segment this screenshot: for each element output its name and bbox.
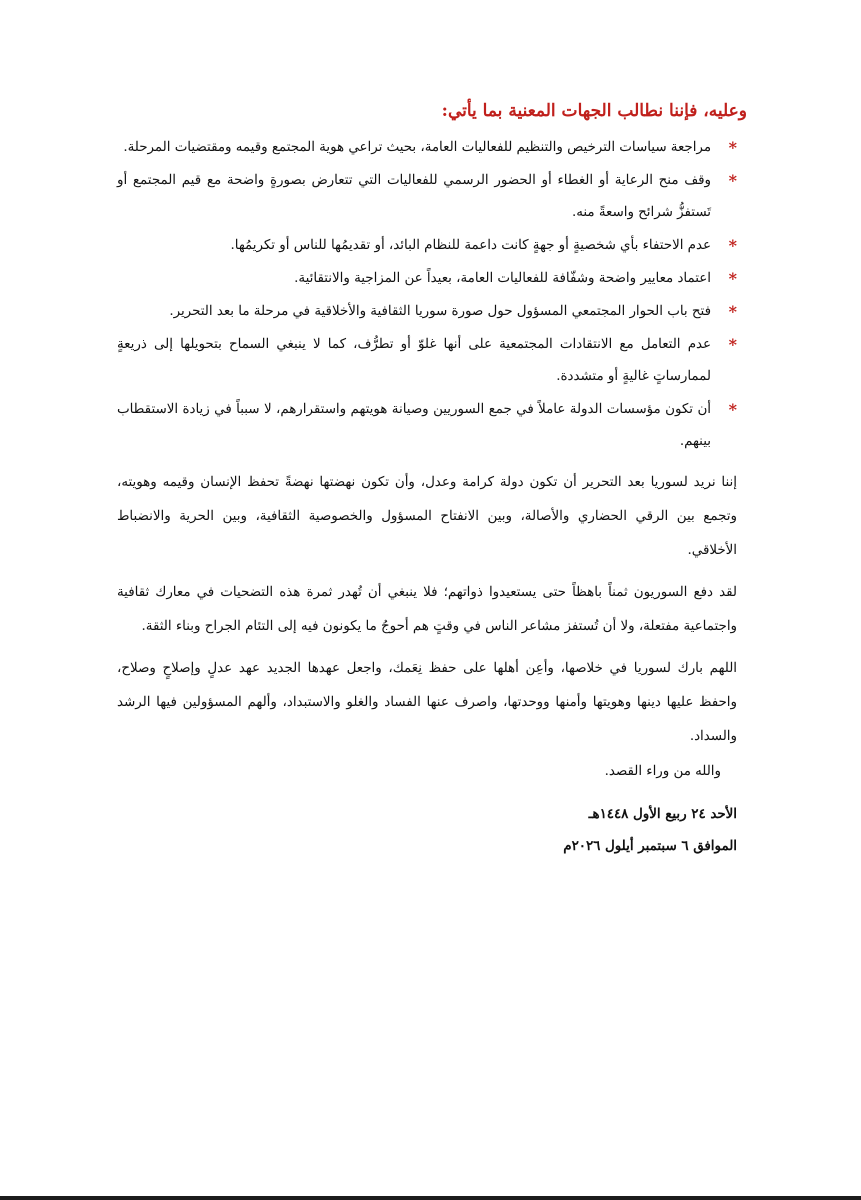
asterisk-icon: * <box>728 302 737 321</box>
hijri-date: الأحد ٢٤ ربيع الأول ١٤٤٨هـ <box>588 806 737 822</box>
sacrifice-paragraph: لقد دفع السوريون ثمناً باهظاً حتى يستعيدوا ذواتهم؛ فلا ينبغي أن تُهدر ثمرة هذه التضحيات في معارك ثقافية واجتماعية مفتعلة، ولا أن تُستفز مشاعر الناس في وقتٍ هم أحوجُ ما يكونون فيه إلى التئام الجراح وبناء الثقة. <box>117 585 737 634</box>
list-item <box>117 296 737 328</box>
list-item-text: مراجعة سياسات الترخيص والتنظيم للفعاليات العامة، بحيث تراعي هوية المجتمع وقيمه ومقتضيات المرحلة. <box>123 140 711 155</box>
list-item <box>117 230 737 262</box>
demands-list <box>117 132 737 458</box>
asterisk-icon: * <box>728 400 737 419</box>
asterisk-icon: * <box>728 269 737 288</box>
list-item <box>117 132 737 164</box>
list-item <box>117 394 737 458</box>
list-item <box>117 165 737 229</box>
asterisk-icon: * <box>728 171 737 190</box>
prayer-paragraph: اللهم بارك لسوريا في خلاصها، وأعِن أهلها على حفظ نِعَمك، واجعل عهدها الجديد عهد عدلٍ وإصلاحٍ وصلاح، واحفظ عليها دينها وهويتها وأمنها ووحدتها، واصرف عنها الفساد والغلو والاستبداد، وألهم المسؤولين فيها الرشد والسداد. <box>117 661 737 744</box>
list-item-text: عدم الاحتفاء بأي شخصيةٍ أو جهةٍ كانت داعمة للنظام البائد، أو تقديمُها للناس أو تكريمُها. <box>230 238 711 253</box>
list-item-text: اعتماد معايير واضحة وشفّافة للفعاليات العامة، بعيداً عن المزاجية والانتقائية. <box>294 271 711 286</box>
asterisk-icon: * <box>728 236 737 255</box>
list-item <box>117 329 737 393</box>
page-bottom-border <box>0 1196 861 1200</box>
asterisk-icon: * <box>728 138 737 157</box>
list-item <box>117 263 737 295</box>
statement-body <box>117 96 747 862</box>
gregorian-date: الموافق ٦ سبتمبر أيلول ٢٠٢٦م <box>563 838 737 854</box>
list-item-text: وقف منح الرعاية أو الغطاء أو الحضور الرسمي للفعاليات التي تتعارض بصورةٍ واضحة مع قيم المجتمع أو تَستفزُّ شرائح واسعةً منه. <box>117 173 711 220</box>
list-item-text: أن تكون مؤسسات الدولة عاملاً في جمع السوريين وصيانة هويتهم واستقرارهم، لا سبباً في زيادة الاستقطاب بينهم. <box>117 402 711 449</box>
closing-line: والله من وراء القصد. <box>604 764 721 779</box>
demands-heading: وعليه، فإننا نطالب الجهات المعنية بما يأتي: <box>441 101 747 121</box>
asterisk-icon: * <box>728 335 737 354</box>
vision-paragraph: إننا نريد لسوريا بعد التحرير أن تكون دولة كرامة وعدل، وأن تكون نهضتها نهضةً تحفظ الإنسان وقيمه وهويته، وتجمع بين الرقي الحضاري والأصالة، وبين الانفتاح المسؤول والخصوصية الثقافية، وبين الحرية والانضباط الأخلاقي. <box>117 475 737 558</box>
list-item-text: فتح باب الحوار المجتمعي المسؤول حول صورة سوريا الثقافية والأخلاقية في مرحلة ما بعد التحرير. <box>169 304 711 319</box>
list-item-text: عدم التعامل مع الانتقادات المجتمعية على أنها غلوّ أو تطرُّف، كما لا ينبغي السماح بتحويلها إلى ذريعةٍ لممارساتٍ غاليةٍ أو متشددة. <box>117 337 711 384</box>
